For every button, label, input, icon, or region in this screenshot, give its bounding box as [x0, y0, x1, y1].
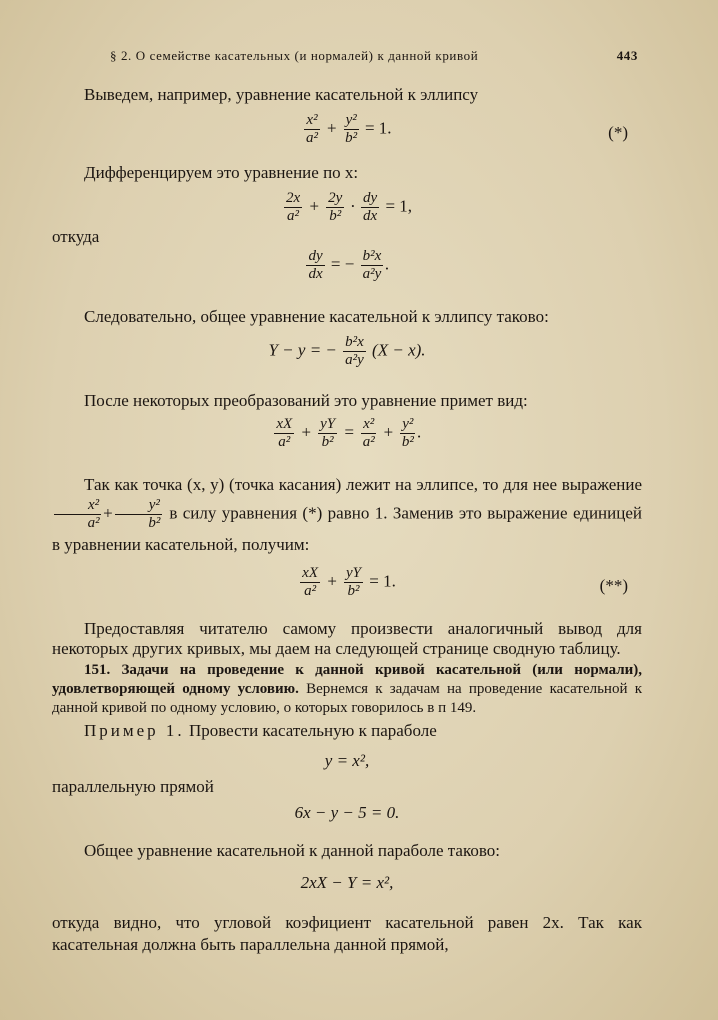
paragraph: Предоставляя читателю самому произвести аналогичный вывод для некоторых других кривых, мы даем на следующей странице сводную таблицу. [52, 619, 642, 658]
equation-rhs: = 1. [364, 118, 392, 138]
frac-num: xX [276, 416, 293, 432]
frac-num: x² [363, 416, 375, 432]
frac-den: a² [362, 434, 375, 450]
frac-den: b² [347, 583, 360, 599]
paragraph: Так как точка (x, y) (точка касания) лежит на эллипсе, то для нее выражение $\frac{\text{x²}}{\text{a²}}$ + $\frac{\text{y²}}{\text{b²}}$ в силу уравнения (*) равно 1. Заменив это выражение единицей в уравнении касательной, получим: [52, 475, 642, 554]
frac-num: y² [402, 416, 414, 432]
frac-den: a² [287, 208, 300, 224]
equation-label: (**) [599, 576, 628, 595]
paragraph: Общее уравнение касательной к данной параболе таково: [84, 841, 500, 860]
paragraph [52, 720, 642, 742]
equation-tangent-final: $\frac{xX}{\text{a²}}$ + $\frac{yY}{\text{b²}}$ = 1. (**) [302, 565, 628, 599]
equation-label: (*) [608, 123, 628, 142]
equation-line: 6x − y − 5 = 0. [294, 803, 400, 822]
paragraph: После некоторых преобразований это уравнение примет вид: [84, 391, 528, 410]
frac-num: y² [115, 497, 162, 515]
paragraph: Выведем, например, уравнение касательной к эллипсу [84, 85, 479, 104]
frac-den: dx [363, 208, 378, 224]
paragraph-part: Так как точка (x, y) (точка касания) лежит на эллипсе, то для нее выражение [84, 475, 642, 494]
paragraph: Следовательно, общее уравнение касательной к эллипсу таково: [84, 307, 549, 326]
equation-lhs: Y − y = − [268, 340, 337, 360]
equation-derivative [52, 248, 642, 288]
equation-ellipse: $\frac{\text{x²}}{\text{a²}}$ + $\frac{\text{y²}}{\text{b²}}$ = 1. (*) [306, 112, 628, 146]
section-number: 151. [84, 662, 111, 678]
paragraph-part: Провести касательную к параболе [188, 721, 437, 740]
frac-den: b² [401, 434, 414, 450]
equation-end: . [417, 422, 422, 442]
header-title: § 2. О семействе касательных (и нормалей) к данной кривой [110, 48, 479, 63]
paragraph: Дифференцируем это уравнение по x: [84, 163, 359, 182]
equation-tangent-general [52, 334, 642, 376]
equation-operator: = − [330, 254, 355, 274]
paragraph: откуда [52, 227, 100, 246]
running-header [110, 48, 638, 64]
section-paragraph [52, 661, 642, 718]
frac-den: dx [308, 266, 323, 282]
frac-den: a²y [362, 266, 382, 282]
equation-transformed: $\frac{xX}{\text{a²}}$ + $\frac{yY}{\text{b²}}$ = $\frac{\text{x²}}{\text{a²}}$ + $\frac{\text{y²}}{\text{b²}}$ . [276, 416, 422, 450]
frac-num: xX [302, 565, 318, 581]
frac-num: 2x [285, 190, 301, 206]
frac-den: a²y [345, 352, 364, 368]
frac-num: yY [320, 416, 336, 432]
frac-den: a² [304, 583, 317, 599]
example-label: Пример 1. [84, 721, 185, 740]
frac-num: x² [54, 497, 101, 515]
frac-num: dy [308, 248, 323, 264]
equation-rhs: = 1. [369, 571, 396, 591]
paragraph: параллельную прямой [52, 777, 214, 796]
frac-den: b² [148, 515, 161, 531]
equation-differentiated: $\frac{2x}{\text{a²}}$ + $\frac{2y}{\text{b²}}$ · $\frac{dy}{dx}$ = 1, [285, 190, 413, 224]
paragraph-part: в силу уравнения (*) равно 1. Заменив это выражение единицей в уравнении касательной, получим: [52, 503, 642, 554]
frac-num: y² [345, 112, 357, 128]
equation-end: . [385, 254, 390, 274]
frac-num: yY [345, 565, 361, 581]
frac-num: b²x [345, 334, 364, 350]
frac-num: dy [363, 190, 378, 206]
frac-den: b² [345, 130, 358, 146]
section-title: Задачи на проведение к данной кривой касательной (или нормали), удовлетворяющей одному условию. [52, 662, 643, 697]
page-body [52, 80, 642, 956]
equation-parabola: y = x², [324, 751, 370, 770]
frac-den: b² [329, 208, 342, 224]
frac-den: b² [321, 434, 334, 450]
equation-rhs: = 1, [385, 196, 413, 216]
frac-num: x² [306, 112, 318, 128]
frac-den: a² [306, 130, 318, 146]
paragraph: откуда видно, что угловой коэфициент касательной равен 2x. Так как касательная должна быть параллельна данной прямой, [52, 913, 642, 954]
frac-num: b²x [362, 248, 382, 264]
frac-den: a² [278, 434, 291, 450]
equation-rhs: (X − x). [372, 340, 426, 360]
frac-den: a² [87, 515, 100, 531]
equation-parabola-tangent: 2xX − Y = x², [300, 873, 394, 892]
paragraph-part: Вернемся к задачам на проведение касательной к данной кривой по одному условию, о которых говорилось в п 149. [52, 681, 643, 716]
page-number: 443 [616, 48, 638, 63]
frac-num: 2y [328, 190, 343, 206]
